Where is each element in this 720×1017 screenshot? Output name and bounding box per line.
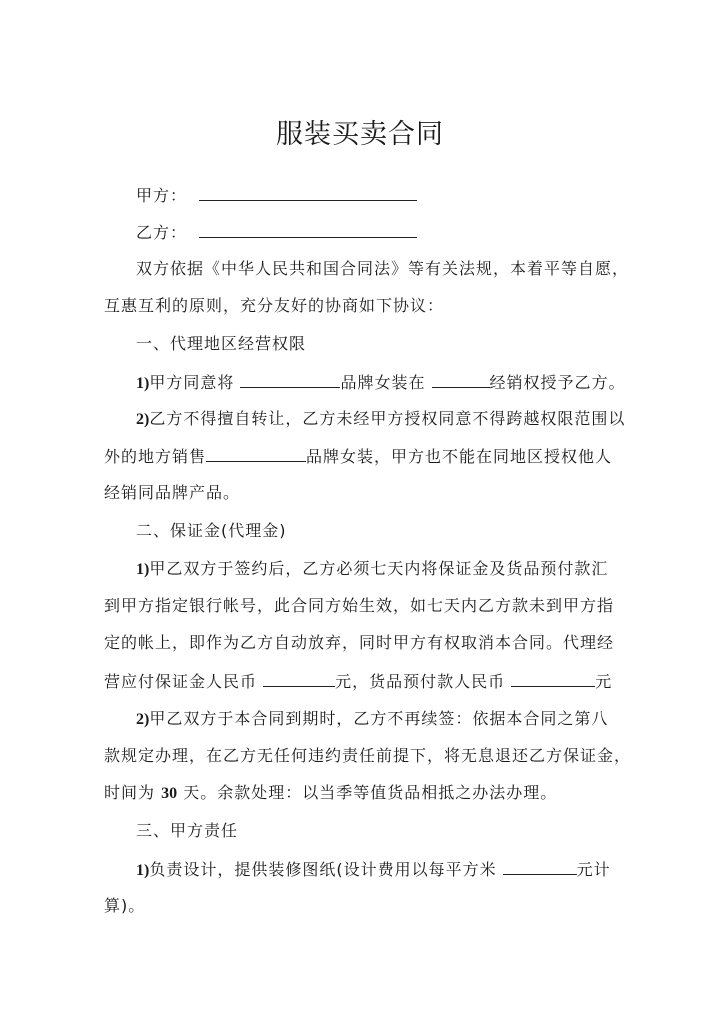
party-b-row: [136, 221, 656, 244]
party-a-blank[interactable]: [199, 184, 417, 201]
party-a-row: [136, 184, 656, 207]
section-2-clause-2-line-3: 时间为 30 天。余款处理：以当季等值货品相抵之办法办理。: [104, 783, 558, 802]
intro-line-2: 互惠互利的原则，充分友好的协商如下协议：: [104, 296, 445, 315]
section-2-clause-2-line-1: 2)甲乙双方于本合同到期时，乙方不再续签：依据本合同之第八: [136, 709, 609, 728]
brand-blank-2[interactable]: [206, 445, 306, 462]
section-1-clause-1: 1)甲方同意将 品牌女装在 经销权授予乙方。: [136, 373, 626, 392]
section-3-clause-1-line-1: 1)负责设计，提供装修图纸(设计费用以每平方米 元计: [136, 860, 611, 879]
section-1-heading: 一、代理地区经营权限: [136, 334, 307, 353]
section-2-clause-1-line-3: 定的帐上，即作为乙方自动放弃，同时甲方有权取消本合同。代理经: [104, 633, 615, 652]
region-blank[interactable]: [432, 371, 490, 388]
party-a-label: 甲方：: [136, 186, 188, 205]
section-1-clause-2-line-3: 经销同品牌产品。: [104, 483, 241, 502]
section-2-heading: 二、保证金(代理金): [136, 521, 287, 540]
page-title: 服装买卖合同: [276, 119, 444, 150]
section-1-clause-2-line-1: 2)乙方不得擅自转让，乙方未经甲方授权同意不得跨越权限范围以: [136, 409, 626, 428]
section-2-clause-1-line-1: 1)甲乙双方于签约后，乙方必须七天内将保证金及货品预付款汇: [136, 559, 609, 578]
section-2-clause-1-line-2: 到甲方指定银行帐号，此合同方始生效，如七天内乙方款未到甲方指: [104, 596, 615, 615]
design-fee-blank[interactable]: [503, 858, 577, 875]
section-3-heading: 三、甲方责任: [136, 821, 239, 840]
section-2-clause-2-line-2: 款规定办理，在乙方无任何违约责任前提下，将无息退还乙方保证金，: [104, 746, 632, 765]
party-b-blank[interactable]: [199, 221, 417, 238]
section-3-clause-1-line-2: 算)。: [104, 896, 146, 915]
intro-line-1: 双方依据《中华人民共和国合同法》等有关法规，本着平等自愿，: [136, 259, 630, 278]
prepayment-amount-blank[interactable]: [511, 670, 595, 687]
deposit-amount-blank[interactable]: [263, 670, 335, 687]
party-b-label: 乙方：: [136, 223, 188, 242]
section-1-clause-2-line-2: 外的地方销售 品牌女装，甲方也不能在同地区授权他人: [104, 447, 613, 466]
brand-blank[interactable]: [240, 371, 340, 388]
section-2-clause-1-line-4: 营应付保证金人民币 元，货品预付款人民币 元: [104, 672, 613, 691]
